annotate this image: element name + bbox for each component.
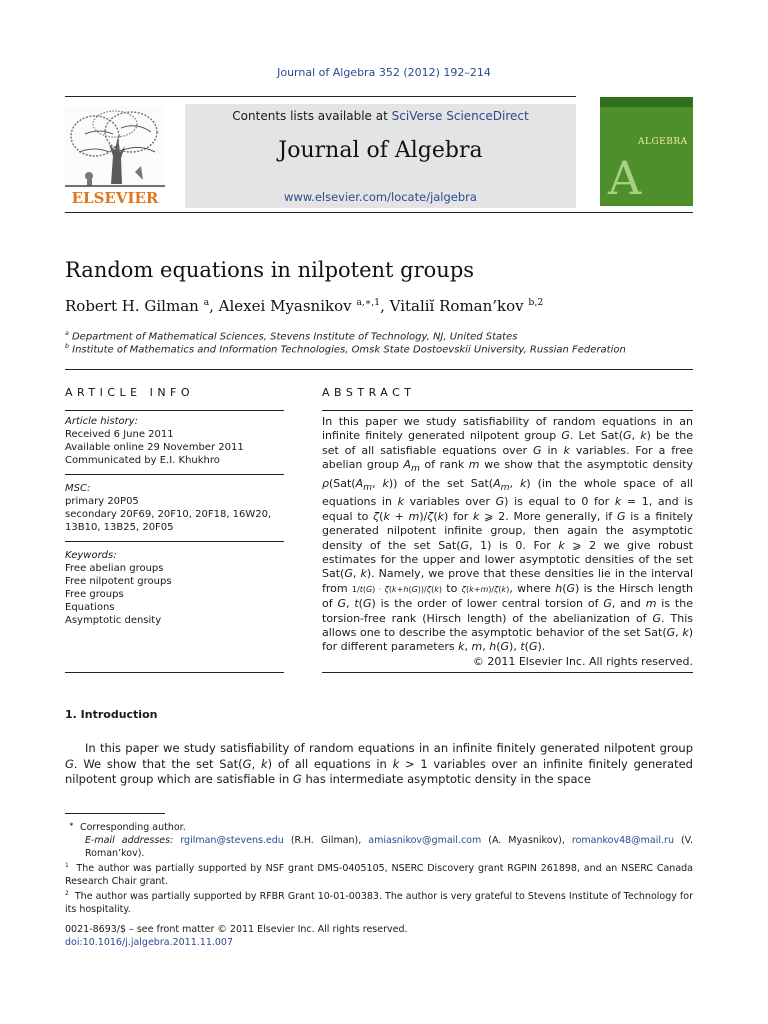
issn-line: 0021-8693/$ – see front matter © 2011 Elsevier Inc. All rights reserved. — [65, 924, 408, 935]
info-divider — [65, 474, 284, 475]
author-separator: , — [380, 297, 390, 315]
msc-label: MSC: — [65, 483, 91, 494]
affiliation-b — [65, 343, 626, 355]
author-marks[interactable]: b,2 — [528, 297, 544, 308]
cover-top-strip — [600, 97, 693, 107]
footnote-1 — [65, 860, 693, 888]
affiliation-a — [65, 330, 517, 342]
elsevier-wordmark: ELSEVIER — [71, 189, 159, 206]
email-link[interactable]: rgilman@stevens.edu — [180, 835, 284, 847]
email-label: E-mail addresses: — [85, 835, 174, 847]
author-marks[interactable]: a — [203, 297, 210, 308]
article-title: Random equations in nilpotent groups — [65, 258, 475, 282]
article-info-panel — [65, 415, 284, 627]
article-info-heading: ARTICLE INFO — [65, 386, 195, 399]
footnote-corresponding — [65, 819, 693, 834]
affiliation-mark: b — [65, 343, 69, 350]
author-list — [65, 297, 543, 315]
author-name: Vitaliĭ Roman’kov — [389, 297, 524, 315]
affiliation-text: Department of Mathematical Sciences, Stevens Institute of Technology, NJ, United States — [71, 331, 518, 343]
elsevier-logo — [65, 106, 165, 206]
keyword: Asymptotic density — [65, 615, 162, 626]
journal-title: Journal of Algebra — [278, 138, 483, 163]
copyright-line: © 2011 Elsevier Inc. All rights reserved. — [472, 654, 693, 668]
footnote-2 — [65, 888, 693, 916]
affiliation-mark: a — [65, 330, 69, 337]
info-divider — [65, 541, 284, 542]
front-matter-footer — [65, 923, 408, 949]
introduction-paragraph: In this paper we study satisfiability of random equations in an infinite finitely generated nilpotent group G. We show that the set Sat(G, k) of all equations in k > 1 variables over an infinite finitely generated nilpotent group which are satisfiable in G has intermediate asymptotic density in the space — [65, 741, 693, 787]
sciencedirect-link[interactable]: SciVerse ScienceDirect — [391, 109, 529, 123]
history-online: Available online 29 November 2011 — [65, 442, 244, 453]
footnotes — [65, 819, 693, 916]
doi-link[interactable]: doi:10.1016/j.jalgebra.2011.11.007 — [65, 937, 234, 948]
footnote-mark: 1 — [65, 863, 69, 870]
msc-line: secondary 20F69, 20F10, 20F18, 16W20, — [65, 509, 272, 520]
abstract-rule-bottom — [322, 672, 693, 673]
history-label: Article history: — [65, 416, 139, 427]
abstract-rule — [322, 410, 693, 411]
keyword: Free nilpotent groups — [65, 576, 172, 587]
author-name: Alexei Myasnikov — [218, 297, 352, 315]
affiliation-text: Institute of Mathematics and Information Technologies, Omsk State Dostoevskii University, Russian Federation — [72, 344, 626, 356]
abstract-body — [322, 415, 693, 669]
contents-prefix: Contents lists available at — [232, 109, 392, 123]
footnote-rule — [65, 813, 165, 814]
header-rule-bottom — [65, 212, 693, 213]
footnote-text: The author was partially supported by RFBR Grant 10-01-00383. The author is very grateful to Stevens Institute of Technology for its hospitality. — [65, 891, 693, 916]
msc-line: primary 20P05 — [65, 496, 139, 507]
footnote-mark: ∗ — [69, 822, 74, 828]
email-owner: (A. Myasnikov), — [488, 835, 565, 847]
abstract-heading: ABSTRACT — [322, 386, 416, 399]
msc-line: 13B10, 13B25, 20F05 — [65, 522, 174, 533]
header-rule-top — [65, 96, 576, 97]
footnote-text: Corresponding author. — [79, 822, 186, 834]
cover-letter: A — [608, 151, 642, 205]
journal-banner — [185, 104, 576, 208]
article-info-rule — [65, 410, 284, 411]
email-owner: (R.H. Gilman), — [290, 835, 362, 847]
email-link[interactable]: romankov48@mail.ru — [571, 835, 674, 847]
keywords-label: Keywords: — [65, 550, 117, 561]
article-info-rule-bottom — [65, 672, 284, 673]
journal-url[interactable]: www.elsevier.com/locate/jalgebra — [284, 190, 477, 204]
email-link[interactable]: amiasnikov@gmail.com — [368, 835, 482, 847]
author-name: Robert H. Gilman — [65, 297, 199, 315]
abstract-text: In this paper we study satisfiability of random equations in an infinite finitely generated nilpotent group G. Let Sat(G, k) be the set of all satisfiable equations over G in k variables. For a free abelian group $A_m$ of rank m we show that the asymptotic density $\rho(Sat(A_m$, k)) of the set $Sat(A_m$, k) (in the whole space of all equations in k variables over G) is equal to 0 for k = 1, and is equal to ζ(k + m)/ζ(k) for k ⩾ 2. More generally, if G is a finitely generated nilpotent infinite group, then again the asymptotic density of the set Sat(G, 1) is 0. For k ⩾ 2 we give robust estimates for the upper and lower asymptotic densities of the set Sat(G, k). Namely, we prove that these densities lie in the interval from 1/t(G) · ζ(k+h(G))/ζ(k) to ζ(k+m)/ζ(k), where h(G) is the Hirsch length of G, t(G) is the order of lower central torsion of G, and m is the torsion-free rank (Hirsch length) of the abelianization of G. This allows one to describe the asymptotic behavior of the set Sat(G, k) for different parameters k, m, h(G), t(G). — [322, 415, 694, 654]
history-received: Received 6 June 2011 — [65, 429, 174, 440]
elsevier-tree-icon — [65, 106, 165, 206]
contents-line — [185, 109, 576, 123]
history-communicated: Communicated by E.I. Khukhro — [65, 455, 220, 466]
email-owner: (V. Roman’kov). — [85, 835, 693, 860]
journal-homepage-link[interactable] — [185, 190, 576, 204]
keyword: Equations — [65, 602, 115, 613]
keyword: Free groups — [65, 589, 124, 600]
section-rule — [65, 369, 693, 370]
journal-cover-thumbnail — [600, 97, 693, 206]
journal-citation[interactable]: Journal of Algebra 352 (2012) 192–214 — [277, 66, 491, 79]
footnote-mark: 2 — [65, 891, 69, 898]
cover-title: ALGEBRA — [638, 137, 688, 147]
section-heading-introduction: 1. Introduction — [65, 708, 158, 721]
keyword: Free abelian groups — [65, 563, 164, 574]
author-marks[interactable]: a,∗,1 — [356, 297, 381, 308]
author-separator: , — [209, 297, 219, 315]
footnote-text: The author was partially supported by NSF grant DMS-0405105, NSERC Discovery grant RGPIN 261898, and an NSERC Canada Research Chair grant. — [65, 863, 693, 888]
footnote-emails — [65, 834, 693, 860]
